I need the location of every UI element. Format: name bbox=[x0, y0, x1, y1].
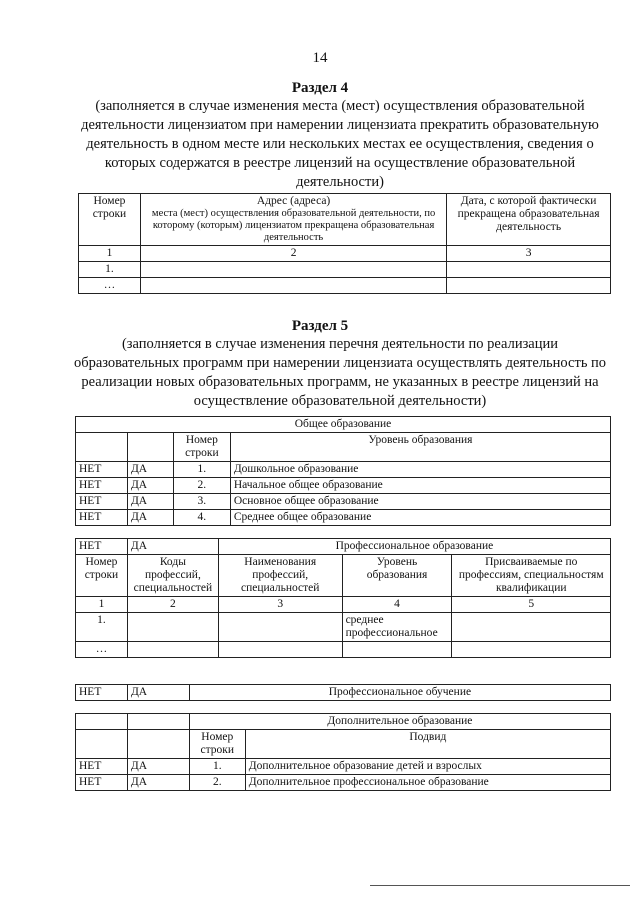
table-row bbox=[76, 613, 611, 642]
education-level: Дошкольное образование bbox=[230, 462, 610, 478]
empty-cell bbox=[127, 433, 173, 462]
professional-education-title: Профессиональное образование bbox=[218, 539, 610, 555]
col-number: 1 bbox=[76, 597, 128, 613]
no-option[interactable]: НЕТ bbox=[76, 539, 128, 555]
no-option[interactable]: НЕТ bbox=[76, 462, 128, 478]
subtype-name: Дополнительное профессиональное образование bbox=[245, 775, 610, 791]
subtype-name: Дополнительное образование детей и взрослых bbox=[245, 759, 610, 775]
header-date: Дата, с которой фактически прекращена образовательная деятельность bbox=[447, 194, 611, 246]
header-names: Наименования профессий, специальностей bbox=[218, 555, 342, 597]
row-number: 4. bbox=[173, 510, 230, 526]
empty-cell bbox=[76, 730, 128, 759]
address-cell[interactable] bbox=[140, 278, 446, 294]
col-number: 4 bbox=[342, 597, 452, 613]
table-row bbox=[76, 478, 611, 494]
table-row bbox=[76, 510, 611, 526]
header-address bbox=[140, 194, 446, 246]
yes-option[interactable]: ДА bbox=[127, 462, 173, 478]
section5-title: Раздел 5 bbox=[291, 318, 349, 334]
row-number: 2. bbox=[189, 775, 245, 791]
bottom-rule bbox=[370, 885, 630, 886]
additional-education-table bbox=[75, 713, 611, 791]
table-row bbox=[76, 685, 611, 701]
page-number: 14 bbox=[312, 50, 328, 66]
col-number: 3 bbox=[447, 246, 611, 262]
column-number-row bbox=[79, 246, 611, 262]
table-row bbox=[76, 494, 611, 510]
row-number: 1. bbox=[76, 613, 128, 642]
qualifications-cell[interactable] bbox=[452, 642, 611, 658]
table-title-row bbox=[76, 714, 611, 730]
education-level: Среднее общее образование bbox=[230, 510, 610, 526]
table-header-row bbox=[76, 730, 611, 759]
professional-training-table bbox=[75, 684, 611, 701]
no-option[interactable]: НЕТ bbox=[76, 510, 128, 526]
col-number: 2 bbox=[140, 246, 446, 262]
header-codes: Коды профессий, специальностей bbox=[127, 555, 218, 597]
section4-description: (заполняется в случае изменения места (мест) осуществления образовательной деятельности лицензиатом при намерении лицензиата прекратить образовательную деятельность в одном месте или нескольких местах ее осуществления, сведения о которых содержатся в реестре лицензий на осуществление образовательной деятельности) bbox=[81, 98, 599, 190]
header-address-title: Адрес (адреса) bbox=[256, 195, 331, 207]
header-qualifications: Присваиваемые по профессиям, специальностям квалификации bbox=[452, 555, 611, 597]
yes-option[interactable]: ДА bbox=[127, 775, 189, 791]
address-cell[interactable] bbox=[140, 262, 446, 278]
section5-description: (заполняется в случае изменения перечня деятельности по реализации образовательных программ при намерении лицензиата осуществлять деятельность по реализации новых образовательных программ, не указанных в реестре лицензий на осуществление образовательной деятельности) bbox=[73, 336, 607, 409]
additional-education-title: Дополнительное образование bbox=[189, 714, 610, 730]
level-cell: среднее профессиональное bbox=[342, 613, 452, 642]
empty-cell bbox=[127, 714, 189, 730]
education-level: Основное общее образование bbox=[230, 494, 610, 510]
table-row bbox=[76, 775, 611, 791]
yes-option[interactable]: ДА bbox=[127, 759, 189, 775]
no-option[interactable]: НЕТ bbox=[76, 759, 128, 775]
col-number: 1 bbox=[79, 246, 141, 262]
header-address-desc: места (мест) осуществления образовательной деятельности, по которому (которым) лицензиатом прекращена образовательная деятельность bbox=[151, 208, 436, 243]
row-number: … bbox=[76, 642, 128, 658]
empty-cell bbox=[127, 730, 189, 759]
date-cell[interactable] bbox=[447, 262, 611, 278]
header-subtype: Подвид bbox=[245, 730, 610, 759]
table-row bbox=[76, 759, 611, 775]
row-number: 1. bbox=[189, 759, 245, 775]
table-title-row bbox=[76, 539, 611, 555]
row-number: 2. bbox=[173, 478, 230, 494]
names-cell[interactable] bbox=[218, 613, 342, 642]
col-number: 5 bbox=[452, 597, 611, 613]
yes-option[interactable]: ДА bbox=[127, 539, 218, 555]
codes-cell[interactable] bbox=[127, 642, 218, 658]
general-education-title: Общее образование bbox=[76, 417, 611, 433]
names-cell[interactable] bbox=[218, 642, 342, 658]
col-number: 2 bbox=[127, 597, 218, 613]
table-header-row bbox=[76, 433, 611, 462]
header-row-number: Номер строки bbox=[173, 433, 230, 462]
table-row bbox=[79, 278, 611, 294]
table-header-row bbox=[79, 194, 611, 246]
yes-option[interactable]: ДА bbox=[127, 510, 173, 526]
level-cell[interactable] bbox=[342, 642, 452, 658]
row-number: 1. bbox=[79, 262, 141, 278]
no-option[interactable]: НЕТ bbox=[76, 494, 128, 510]
row-number: 3. bbox=[173, 494, 230, 510]
table-row bbox=[76, 642, 611, 658]
no-option[interactable]: НЕТ bbox=[76, 478, 128, 494]
section4-table bbox=[78, 193, 611, 294]
empty-cell bbox=[76, 714, 128, 730]
table-header-row bbox=[76, 555, 611, 597]
yes-option[interactable]: ДА bbox=[127, 478, 173, 494]
row-number: … bbox=[79, 278, 141, 294]
codes-cell[interactable] bbox=[127, 613, 218, 642]
no-option[interactable]: НЕТ bbox=[76, 775, 128, 791]
table-title-row bbox=[76, 417, 611, 433]
column-number-row bbox=[76, 597, 611, 613]
yes-option[interactable]: ДА bbox=[127, 494, 173, 510]
general-education-table bbox=[75, 416, 611, 526]
yes-option[interactable]: ДА bbox=[127, 685, 189, 701]
table-row bbox=[79, 262, 611, 278]
col-number: 3 bbox=[218, 597, 342, 613]
professional-training-title: Профессиональное обучение bbox=[189, 685, 610, 701]
header-row-number: Номер строки bbox=[76, 555, 128, 597]
qualifications-cell[interactable] bbox=[452, 613, 611, 642]
education-level: Начальное общее образование bbox=[230, 478, 610, 494]
professional-education-table bbox=[75, 538, 611, 658]
header-level: Уровень образования bbox=[342, 555, 452, 597]
no-option[interactable]: НЕТ bbox=[76, 685, 128, 701]
section4-title: Раздел 4 bbox=[291, 80, 349, 96]
header-education-level: Уровень образования bbox=[230, 433, 610, 462]
row-number: 1. bbox=[173, 462, 230, 478]
date-cell[interactable] bbox=[447, 278, 611, 294]
empty-cell bbox=[76, 433, 128, 462]
table-row bbox=[76, 462, 611, 478]
header-row-number: Номер строки bbox=[79, 194, 141, 246]
header-row-number: Номер строки bbox=[189, 730, 245, 759]
